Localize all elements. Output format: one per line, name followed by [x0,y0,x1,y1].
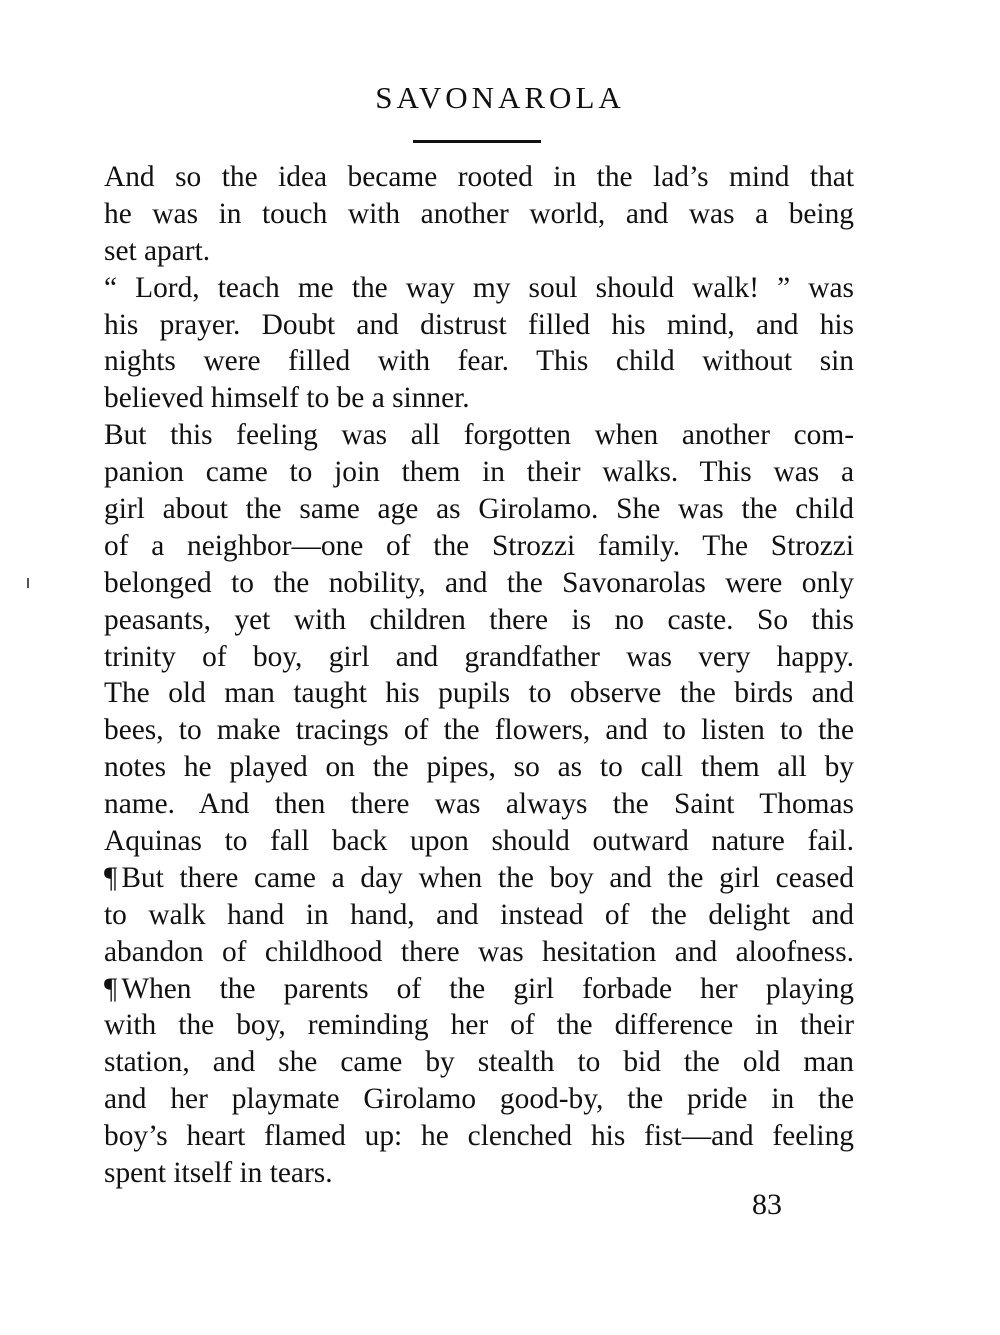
text-line: set apart. [104,234,211,267]
text-line: bees, to make tracings of the flowers, and to listen to the [104,714,854,747]
text-line: trinity of boy, girl and grandfather was very happy. [104,640,854,673]
text-line: with the boy, reminding her of the difference in their [104,1009,854,1042]
text-line-content: But there came a day when the boy and the girl ceased [121,861,854,894]
text-line: nights were filled with fear. This child without sin [104,345,854,378]
text-line: of a neighbor—one of the Strozzi family. The Strozzi [104,529,854,562]
text-line: believed himself to be a sinner. [104,382,470,415]
text-line: peasants, yet with children there is no caste. So this [104,603,854,636]
pilcrow-icon: ¶ [104,861,118,894]
text-line: his prayer. Doubt and distrust filled his mind, and his [104,308,854,341]
text-line: panion came to join them in their walks. This was a [104,456,854,489]
text-line: abandon of childhood there was hesitation and aloofness. [104,935,854,968]
text-line: boy’s heart flamed up: he clenched his fist—and feeling [104,1120,854,1153]
text-line-paragraph [104,860,854,897]
header-rule [413,140,541,143]
text-line: girl about the same age as Girolamo. She was the child [104,493,854,526]
text-line: Aquinas to fall back upon should outward nature fail. [104,825,854,858]
text-line: he was in touch with another world, and was a being [104,197,854,230]
text-line: and her playmate Girolamo good-by, the pride in the [104,1083,854,1116]
text-line-content: When the parents of the girl forbade her playing [121,972,854,1005]
text-line: And so the idea became rooted in the lad’s mind that [104,161,854,193]
text-line: notes he played on the pipes, so as to call them all by [104,751,854,784]
running-head-title: SAVONAROLA [375,80,625,115]
pilcrow-icon: ¶ [104,972,118,1005]
body-text [104,159,854,1192]
text-line: spent itself in tears. [104,1157,333,1190]
text-line: station, and she came by stealth to bid the old man [104,1046,854,1079]
text-line: The old man taught his pupils to observe the birds and [104,677,854,710]
text-line: But this feeling was all forgotten when another com- [104,419,854,452]
text-line: “ Lord, teach me the way my soul should walk! ” was [104,271,854,304]
text-line-paragraph [104,971,854,1008]
page-number: 83 [752,1188,782,1221]
margin-speck [27,578,29,588]
text-line: belonged to the nobility, and the Savonarolas were only [104,566,854,599]
text-line: name. And then there was always the Saint Thomas [104,788,854,821]
text-line: to walk hand in hand, and instead of the delight and [104,898,854,931]
